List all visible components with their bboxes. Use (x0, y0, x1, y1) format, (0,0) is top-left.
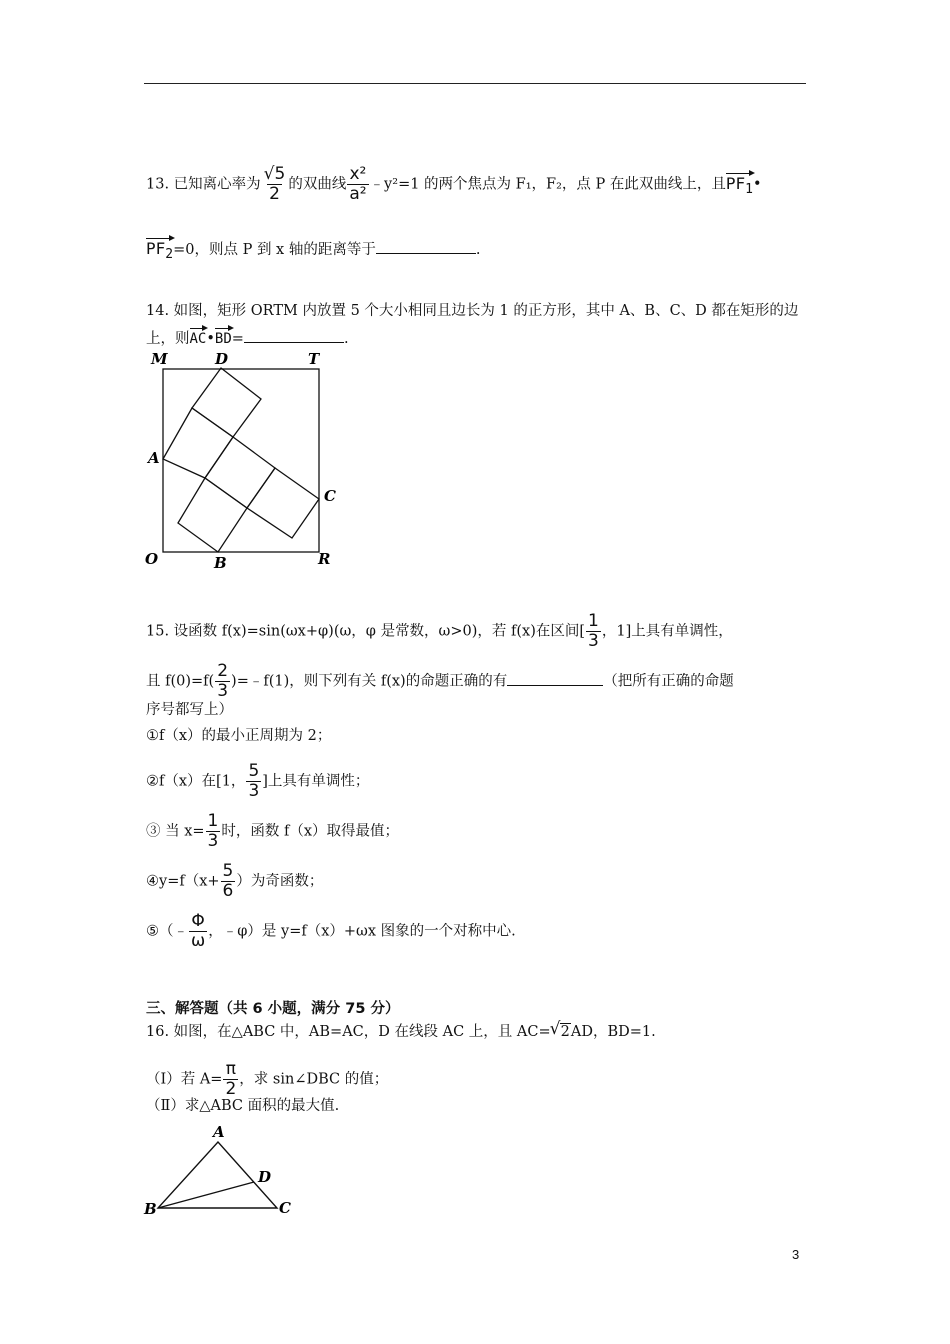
q16-line1: 16. 如图，在△ABC 中，AB=AC，D 在线段 AC 上，且 AC=√ 2AD，BD=1. (146, 1022, 656, 1042)
section-3-title: 三、解答题（共 6 小题，满分 75 分） (146, 1001, 400, 1017)
q13-answer-blank[interactable] (376, 239, 476, 254)
label-o: O (145, 550, 159, 568)
square-5 (178, 478, 247, 552)
q13-line1: 13. 已知离心率为 $\frac{√5}{2}$ 的双曲线 $\frac{\text{x²}}{\text{a²}}$ ﹣y²=1 的两个焦点为 F₁，F₂，点 P 在此双曲线上，且$PF_1•$ (146, 164, 762, 204)
square-1 (192, 368, 261, 437)
label-c: C (324, 487, 336, 505)
q15-option-2: ②f（x）在[1， $\frac{5}{3}$ ]上具有单调性； (146, 761, 370, 801)
segment-bd (158, 1182, 254, 1208)
label-d: D (258, 1168, 272, 1186)
square-2 (163, 408, 233, 478)
label-a: A (213, 1123, 225, 1141)
q15-line3: 序号都写上） (146, 702, 233, 718)
vector-pf2: $PF_2$ (146, 239, 174, 263)
vector-pf1: $PF_1$ (725, 173, 753, 197)
vector-ac: AC (190, 328, 207, 348)
square-4 (247, 468, 319, 538)
q14-answer-blank[interactable] (244, 328, 344, 343)
q13-line2: $PF_2=0$，则点 P 到 x 轴的距离等于 . (146, 239, 481, 263)
q15-option-3: ③ 当 x= $\frac{1}{3}$ 时，函数 f（x）取得最值； (146, 811, 400, 851)
square-3 (205, 437, 275, 508)
vector-bd: BD (215, 328, 232, 348)
label-c: C (279, 1199, 291, 1217)
label-d: D (215, 350, 229, 368)
q15-line1: 15. 设函数 f(x)=sin(ωx+φ)(ω，φ 是常数，ω>0)，若 f(x)在区间[ $\frac{1}{3}$ ，1]上具有单调性， (146, 611, 733, 651)
q16-part-1: （Ⅰ）若 A= $\frac{\pi}{2}$ ，求 sin∠DBC 的值； (146, 1059, 389, 1099)
pi-half-fraction: $\frac{\pi}{2}$ (225, 1059, 237, 1099)
hyperbola-fraction: $\frac{\text{x²}}{\text{a²}}$ (349, 164, 367, 204)
interval-fraction: $\frac{1}{3}$ (588, 611, 599, 651)
q14-line2: 上，则AC•BD= . (146, 328, 349, 349)
q15-answer-blank[interactable] (507, 671, 603, 686)
q16-figure (140, 1122, 300, 1218)
page-number: 3 (792, 1247, 800, 1262)
q15-option-1: ①f（x）的最小正周期为 2； (146, 728, 332, 744)
label-b: B (144, 1200, 157, 1218)
f-arg-fraction: $\frac{2}{3}$ (217, 661, 229, 701)
q15-line2: 且 f(0)=f( $\frac{2}{3}$ )=﹣f(1)，则下列有关 f(x)的命题正确的有 （把所有正确的命题 (146, 661, 734, 701)
q14-line1: 14. 如图，矩形 ORTM 内放置 5 个大小相同且边长为 1 的正方形，其中 A、B、C、D 都在矩形的边 (146, 303, 799, 319)
label-m: M (151, 350, 168, 368)
label-b: B (214, 554, 227, 572)
rectangle-ortm (163, 369, 319, 552)
sqrt-2: √ 2 (551, 1022, 571, 1042)
q14-figure (140, 348, 350, 574)
q15-option-4: ④y=f（x+ $\frac{5}{6}$ ）为奇函数； (146, 861, 324, 901)
label-r: R (318, 550, 331, 568)
q15-option-5: ⑤（﹣ $\frac{\Phi}{\omega}$ ，﹣φ）是 y=f（x）+ωx 图象的一个对称中心. (146, 911, 516, 951)
eccentricity-fraction: $\frac{√5}{2}$ (263, 164, 286, 204)
label-t: T (308, 350, 320, 368)
label-a: A (148, 449, 160, 467)
q16-part-2: （Ⅱ）求△ABC 面积的最大值. (146, 1098, 340, 1114)
header-rule (144, 83, 806, 84)
